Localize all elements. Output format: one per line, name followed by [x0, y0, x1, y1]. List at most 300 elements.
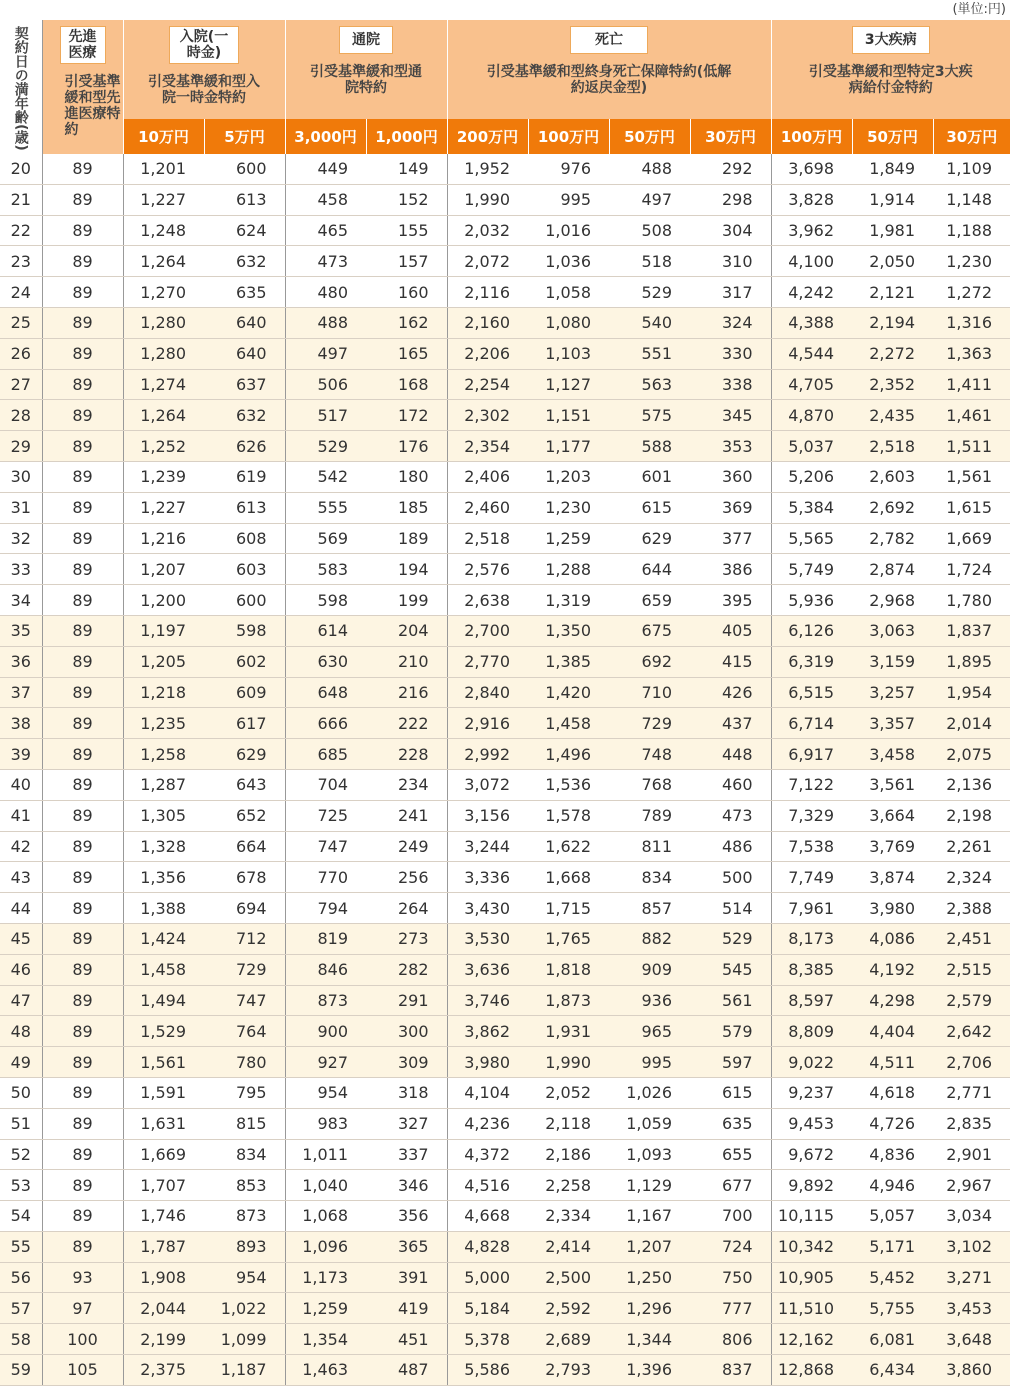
premium-cell: 846 [285, 954, 366, 985]
premium-cell: 815 [204, 1108, 285, 1139]
premium-cell: 873 [285, 985, 366, 1016]
premium-cell: 337 [366, 1139, 447, 1170]
premium-cell: 615 [609, 492, 690, 523]
premium-cell: 2,206 [447, 338, 528, 369]
premium-cell: 5,037 [771, 431, 852, 462]
premium-cell: 7,329 [771, 800, 852, 831]
premium-cell: 748 [609, 739, 690, 770]
premium-cell: 256 [366, 862, 447, 893]
premium-cell: 2,435 [852, 400, 933, 431]
table-row [0, 708, 1010, 739]
premium-cell: 1,787 [123, 1231, 204, 1262]
header-group-row [0, 20, 1010, 119]
premium-cell: 216 [366, 677, 447, 708]
premium-cell: 1,952 [447, 154, 528, 184]
premium-cell: 1,895 [933, 646, 1010, 677]
premium-cell: 853 [204, 1170, 285, 1201]
premium-cell: 724 [690, 1231, 771, 1262]
premium-cell: 309 [366, 1047, 447, 1078]
table-row [0, 431, 1010, 462]
premium-cell: 3,159 [852, 646, 933, 677]
premium-cell: 2,254 [447, 369, 528, 400]
table-row [0, 554, 1010, 585]
premium-cell: 2,706 [933, 1047, 1010, 1078]
premium-cell: 300 [366, 1016, 447, 1047]
premium-cell: 789 [609, 800, 690, 831]
premium-cell: 4,100 [771, 246, 852, 277]
premium-cell: 5,057 [852, 1201, 933, 1232]
premium-cell: 391 [366, 1262, 447, 1293]
unit-note: (単位:円) [952, 2, 1006, 17]
premium-cell: 1,669 [933, 523, 1010, 554]
premium-cell: 965 [609, 1016, 690, 1047]
table-row [0, 246, 1010, 277]
premium-cell: 89 [42, 400, 123, 431]
premium-cell: 2,261 [933, 831, 1010, 862]
age-cell: 32 [0, 523, 42, 554]
premium-cell: 2,199 [123, 1324, 204, 1355]
age-cell: 46 [0, 954, 42, 985]
age-cell: 23 [0, 246, 42, 277]
premium-cell: 2,603 [852, 461, 933, 492]
premium-cell: 2,375 [123, 1355, 204, 1386]
group-desc-three-major-diseases: 引受基準緩和型特定3大疾病給付金特約 [808, 64, 973, 96]
premium-cell: 1,981 [852, 215, 933, 246]
premium-cell: 9,237 [771, 1077, 852, 1108]
premium-cell: 89 [42, 862, 123, 893]
group-badge-advanced-medical: 先進医療 [60, 26, 106, 64]
premium-cell: 89 [42, 923, 123, 954]
premium-cell: 2,186 [528, 1139, 609, 1170]
premium-cell: 345 [690, 400, 771, 431]
premium-cell: 194 [366, 554, 447, 585]
premium-cell: 480 [285, 277, 366, 308]
premium-cell: 1,177 [528, 431, 609, 462]
premium-cell: 2,689 [528, 1324, 609, 1355]
premium-cell: 180 [366, 461, 447, 492]
premium-cell: 3,453 [933, 1293, 1010, 1324]
premium-cell: 777 [690, 1293, 771, 1324]
premium-cell: 712 [204, 923, 285, 954]
age-cell: 45 [0, 923, 42, 954]
premium-cell: 89 [42, 215, 123, 246]
age-cell: 27 [0, 369, 42, 400]
premium-cell: 1,103 [528, 338, 609, 369]
premium-cell: 89 [42, 523, 123, 554]
premium-cell: 1,511 [933, 431, 1010, 462]
premium-cell: 747 [204, 985, 285, 1016]
amount-header: 200万円 [447, 119, 528, 154]
premium-cell: 2,075 [933, 739, 1010, 770]
premium-cell: 1,011 [285, 1139, 366, 1170]
premium-cell: 1,036 [528, 246, 609, 277]
premium-cell: 834 [609, 862, 690, 893]
premium-cell: 1,235 [123, 708, 204, 739]
amount-header: 100万円 [528, 119, 609, 154]
premium-cell: 149 [366, 154, 447, 184]
premium-cell: 1,022 [204, 1293, 285, 1324]
premium-cell: 2,515 [933, 954, 1010, 985]
amount-header: 100万円 [771, 119, 852, 154]
premium-cell: 324 [690, 307, 771, 338]
premium-cell: 1,230 [528, 492, 609, 523]
premium-cell: 614 [285, 615, 366, 646]
premium-cell: 2,072 [447, 246, 528, 277]
premium-cell: 500 [690, 862, 771, 893]
premium-cell: 6,515 [771, 677, 852, 708]
premium-cell: 1,248 [123, 215, 204, 246]
premium-cell: 5,749 [771, 554, 852, 585]
premium-cell: 1,396 [609, 1355, 690, 1386]
premium-cell: 9,892 [771, 1170, 852, 1201]
premium-cell: 4,388 [771, 307, 852, 338]
premium-cell: 1,127 [528, 369, 609, 400]
premium-cell: 298 [690, 184, 771, 215]
premium-cell: 1,280 [123, 338, 204, 369]
age-cell: 48 [0, 1016, 42, 1047]
premium-cell: 4,192 [852, 954, 933, 985]
premium-cell: 2,272 [852, 338, 933, 369]
age-cell: 51 [0, 1108, 42, 1139]
premium-cell: 204 [366, 615, 447, 646]
premium-cell: 666 [285, 708, 366, 739]
premium-cell: 4,298 [852, 985, 933, 1016]
table-row [0, 1231, 1010, 1262]
premium-cell: 6,434 [852, 1355, 933, 1386]
premium-cell: 811 [609, 831, 690, 862]
table-row [0, 1170, 1010, 1201]
premium-cell: 4,705 [771, 369, 852, 400]
premium-cell: 5,206 [771, 461, 852, 492]
premium-cell: 4,618 [852, 1077, 933, 1108]
premium-cell: 652 [204, 800, 285, 831]
age-cell: 44 [0, 893, 42, 924]
premium-cell: 2,198 [933, 800, 1010, 831]
table-row [0, 1016, 1010, 1047]
premium-cell: 1,990 [528, 1047, 609, 1078]
table-row [0, 677, 1010, 708]
premium-cell: 857 [609, 893, 690, 924]
premium-cell: 1,058 [528, 277, 609, 308]
age-cell: 29 [0, 431, 42, 462]
premium-cell: 1,356 [123, 862, 204, 893]
table-row [0, 1293, 1010, 1324]
group-badge-three-major-diseases: 3大疾病 [852, 26, 930, 54]
age-cell: 55 [0, 1231, 42, 1262]
premium-cell: 4,870 [771, 400, 852, 431]
premium-cell: 317 [690, 277, 771, 308]
premium-rate-table [0, 20, 1010, 1386]
table-row [0, 184, 1010, 215]
table-row [0, 307, 1010, 338]
premium-cell: 1,264 [123, 400, 204, 431]
premium-cell: 1,227 [123, 184, 204, 215]
premium-cell: 1,458 [123, 954, 204, 985]
table-row [0, 1201, 1010, 1232]
premium-cell: 3,746 [447, 985, 528, 1016]
premium-cell: 954 [204, 1262, 285, 1293]
premium-cell: 1,151 [528, 400, 609, 431]
premium-cell: 2,388 [933, 893, 1010, 924]
premium-cell: 8,809 [771, 1016, 852, 1047]
table-row [0, 523, 1010, 554]
premium-cell: 89 [42, 554, 123, 585]
premium-cell: 176 [366, 431, 447, 462]
group-desc-advanced-medical: 引受基準緩和型先進医療特約 [64, 74, 121, 138]
premium-cell: 365 [366, 1231, 447, 1262]
premium-cell: 1,274 [123, 369, 204, 400]
premium-cell: 12,162 [771, 1324, 852, 1355]
premium-cell: 89 [42, 369, 123, 400]
table-row [0, 769, 1010, 800]
premium-cell: 89 [42, 739, 123, 770]
premium-cell: 249 [366, 831, 447, 862]
premium-cell: 575 [609, 400, 690, 431]
premium-cell: 3,530 [447, 923, 528, 954]
premium-cell: 2,916 [447, 708, 528, 739]
premium-cell: 780 [204, 1047, 285, 1078]
premium-cell: 729 [609, 708, 690, 739]
table-row [0, 985, 1010, 1016]
rate-table-body [0, 154, 1010, 1385]
premium-cell: 465 [285, 215, 366, 246]
premium-cell: 1,096 [285, 1231, 366, 1262]
premium-cell: 89 [42, 800, 123, 831]
premium-cell: 7,122 [771, 769, 852, 800]
premium-cell: 3,357 [852, 708, 933, 739]
premium-cell: 644 [609, 554, 690, 585]
premium-cell: 615 [690, 1077, 771, 1108]
premium-cell: 3,271 [933, 1262, 1010, 1293]
premium-cell: 1,068 [285, 1201, 366, 1232]
premium-cell: 5,452 [852, 1262, 933, 1293]
premium-cell: 700 [690, 1201, 771, 1232]
premium-cell: 497 [609, 184, 690, 215]
age-cell: 58 [0, 1324, 42, 1355]
premium-cell: 228 [366, 739, 447, 770]
premium-cell: 89 [42, 985, 123, 1016]
header-amount-row [0, 119, 1010, 154]
group-header-death [447, 20, 771, 119]
premium-cell: 3,072 [447, 769, 528, 800]
amount-header: 3,000円 [285, 119, 366, 154]
premium-cell: 624 [204, 215, 285, 246]
premium-cell: 603 [204, 554, 285, 585]
premium-cell: 983 [285, 1108, 366, 1139]
premium-cell: 377 [690, 523, 771, 554]
premium-cell: 1,040 [285, 1170, 366, 1201]
premium-cell: 1,316 [933, 307, 1010, 338]
premium-cell: 12,868 [771, 1355, 852, 1386]
premium-cell: 555 [285, 492, 366, 523]
table-row [0, 615, 1010, 646]
premium-cell: 710 [609, 677, 690, 708]
premium-cell: 448 [690, 739, 771, 770]
premium-cell: 1,259 [285, 1293, 366, 1324]
premium-cell: 5,384 [771, 492, 852, 523]
premium-cell: 3,636 [447, 954, 528, 985]
premium-cell: 1,388 [123, 893, 204, 924]
premium-cell: 3,664 [852, 800, 933, 831]
premium-cell: 2,642 [933, 1016, 1010, 1047]
premium-cell: 5,171 [852, 1231, 933, 1262]
premium-cell: 2,354 [447, 431, 528, 462]
premium-cell: 995 [528, 184, 609, 215]
premium-cell: 678 [204, 862, 285, 893]
premium-cell: 1,818 [528, 954, 609, 985]
premium-cell: 1,849 [852, 154, 933, 184]
premium-cell: 1,016 [528, 215, 609, 246]
premium-cell: 165 [366, 338, 447, 369]
premium-cell: 8,173 [771, 923, 852, 954]
premium-cell: 3,063 [852, 615, 933, 646]
premium-cell: 6,126 [771, 615, 852, 646]
premium-cell: 1,622 [528, 831, 609, 862]
premium-cell: 89 [42, 1047, 123, 1078]
age-cell: 26 [0, 338, 42, 369]
age-cell: 22 [0, 215, 42, 246]
age-cell: 41 [0, 800, 42, 831]
premium-cell: 2,782 [852, 523, 933, 554]
premium-cell: 89 [42, 615, 123, 646]
age-cell: 47 [0, 985, 42, 1016]
premium-cell: 725 [285, 800, 366, 831]
premium-cell: 486 [690, 831, 771, 862]
premium-cell: 4,668 [447, 1201, 528, 1232]
premium-cell: 764 [204, 1016, 285, 1047]
premium-cell: 675 [609, 615, 690, 646]
premium-cell: 602 [204, 646, 285, 677]
table-row [0, 1262, 1010, 1293]
premium-cell: 632 [204, 246, 285, 277]
premium-cell: 1,765 [528, 923, 609, 954]
premium-cell: 1,205 [123, 646, 204, 677]
premium-cell: 369 [690, 492, 771, 523]
amount-header: 10万円 [123, 119, 204, 154]
premium-cell: 304 [690, 215, 771, 246]
premium-cell: 310 [690, 246, 771, 277]
premium-cell: 4,372 [447, 1139, 528, 1170]
premium-cell: 617 [204, 708, 285, 739]
premium-cell: 2,032 [447, 215, 528, 246]
premium-cell: 1,420 [528, 677, 609, 708]
premium-cell: 3,828 [771, 184, 852, 215]
premium-cell: 1,746 [123, 1201, 204, 1232]
premium-cell: 488 [609, 154, 690, 184]
premium-cell: 2,770 [447, 646, 528, 677]
table-row [0, 492, 1010, 523]
premium-cell: 1,411 [933, 369, 1010, 400]
premium-cell: 1,724 [933, 554, 1010, 585]
premium-cell: 1,287 [123, 769, 204, 800]
group-header-hospitalization [123, 20, 285, 119]
premium-cell: 600 [204, 154, 285, 184]
premium-cell: 346 [366, 1170, 447, 1201]
premium-cell: 89 [42, 277, 123, 308]
premium-cell: 806 [690, 1324, 771, 1355]
premium-cell: 9,453 [771, 1108, 852, 1139]
age-cell: 24 [0, 277, 42, 308]
premium-cell: 1,715 [528, 893, 609, 924]
premium-cell: 89 [42, 831, 123, 862]
premium-cell: 2,121 [852, 277, 933, 308]
premium-cell: 241 [366, 800, 447, 831]
premium-cell: 89 [42, 338, 123, 369]
premium-cell: 2,136 [933, 769, 1010, 800]
age-cell: 37 [0, 677, 42, 708]
premium-cell: 89 [42, 461, 123, 492]
premium-cell: 1,280 [123, 307, 204, 338]
premium-cell: 1,496 [528, 739, 609, 770]
premium-cell: 635 [204, 277, 285, 308]
premium-cell: 909 [609, 954, 690, 985]
premium-cell: 750 [690, 1262, 771, 1293]
premium-cell: 172 [366, 400, 447, 431]
premium-cell: 10,905 [771, 1262, 852, 1293]
premium-cell: 155 [366, 215, 447, 246]
premium-cell: 2,160 [447, 307, 528, 338]
premium-cell: 561 [690, 985, 771, 1016]
premium-cell: 497 [285, 338, 366, 369]
premium-cell: 6,081 [852, 1324, 933, 1355]
premium-cell: 900 [285, 1016, 366, 1047]
premium-cell: 2,324 [933, 862, 1010, 893]
premium-cell: 630 [285, 646, 366, 677]
premium-cell: 3,874 [852, 862, 933, 893]
premium-cell: 4,726 [852, 1108, 933, 1139]
premium-cell: 487 [366, 1355, 447, 1386]
age-cell: 54 [0, 1201, 42, 1232]
premium-cell: 2,835 [933, 1108, 1010, 1139]
premium-cell: 89 [42, 708, 123, 739]
premium-cell: 637 [204, 369, 285, 400]
premium-cell: 189 [366, 523, 447, 554]
premium-cell: 563 [609, 369, 690, 400]
premium-cell: 4,544 [771, 338, 852, 369]
premium-cell: 100 [42, 1324, 123, 1355]
age-cell: 33 [0, 554, 42, 585]
premium-cell: 3,962 [771, 215, 852, 246]
premium-cell: 2,258 [528, 1170, 609, 1201]
premium-cell: 415 [690, 646, 771, 677]
premium-cell: 5,184 [447, 1293, 528, 1324]
group-badge-death: 死亡 [570, 26, 648, 54]
table-row [0, 1139, 1010, 1170]
premium-cell: 157 [366, 246, 447, 277]
age-cell: 21 [0, 184, 42, 215]
premium-cell: 2,874 [852, 554, 933, 585]
premium-cell: 89 [42, 154, 123, 184]
premium-cell: 976 [528, 154, 609, 184]
premium-cell: 770 [285, 862, 366, 893]
premium-cell: 185 [366, 492, 447, 523]
premium-cell: 3,430 [447, 893, 528, 924]
premium-cell: 222 [366, 708, 447, 739]
premium-cell: 643 [204, 769, 285, 800]
premium-cell: 3,244 [447, 831, 528, 862]
premium-cell: 936 [609, 985, 690, 1016]
premium-cell: 105 [42, 1355, 123, 1386]
premium-cell: 4,946 [852, 1170, 933, 1201]
age-cell: 49 [0, 1047, 42, 1078]
premium-cell: 1,561 [123, 1047, 204, 1078]
premium-cell: 1,099 [204, 1324, 285, 1355]
premium-cell: 1,227 [123, 492, 204, 523]
premium-cell: 93 [42, 1262, 123, 1293]
premium-cell: 199 [366, 585, 447, 616]
premium-cell: 89 [42, 1139, 123, 1170]
premium-cell: 89 [42, 1077, 123, 1108]
